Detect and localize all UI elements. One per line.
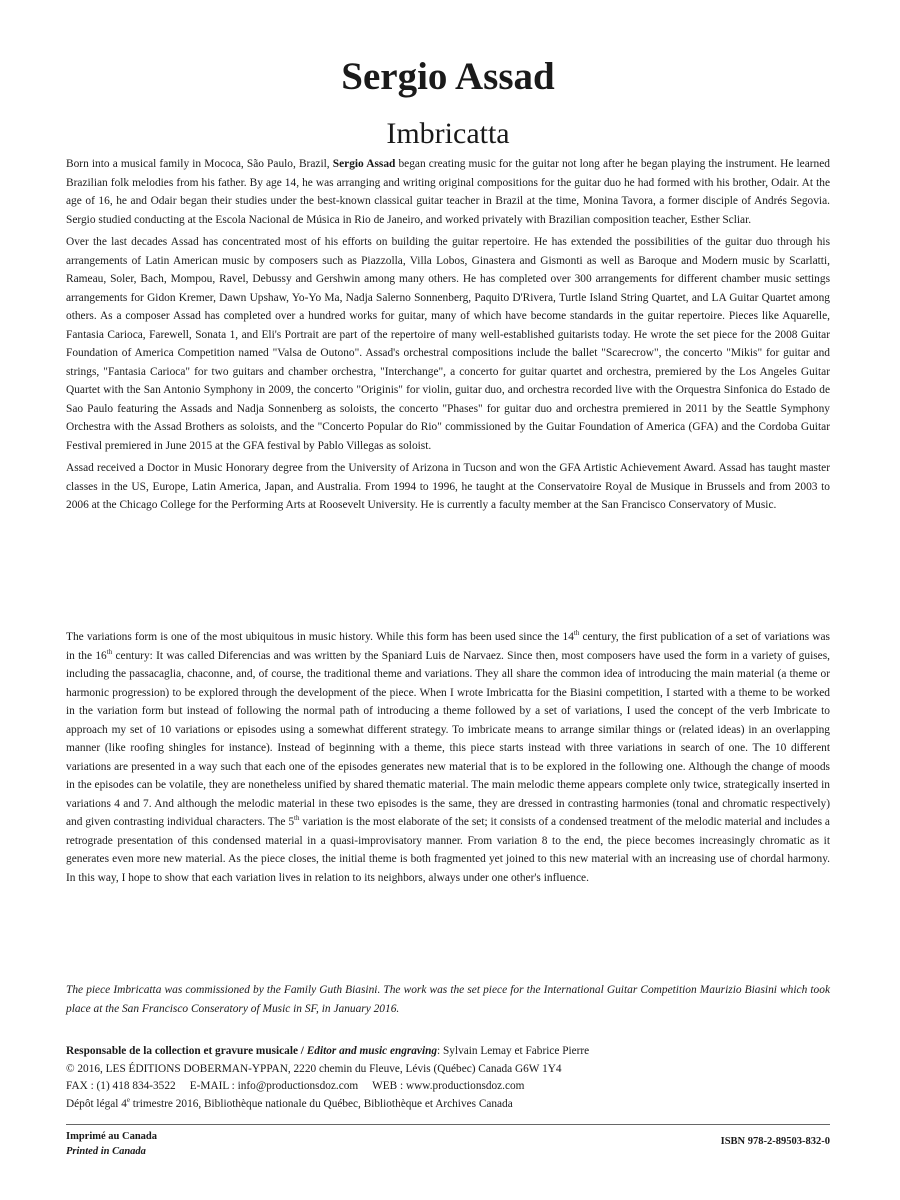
printed-in-en: Printed in Canada xyxy=(66,1146,146,1157)
notes-sup-2: th xyxy=(106,647,113,656)
printed-in xyxy=(66,1129,157,1159)
credits-editor-names: : Sylvain Lemay et Fabrice Pierre xyxy=(437,1045,590,1057)
notes-part-c: century: It was called Diferencias and was written by the Spaniard Luis de Narvaez. Since then, most composers have used the form in a variety of guises, including the passacaglia, chaconne, and, of course, the traditional theme and variations. They all share the common idea of introducing the main material (a theme or harmonic progression) to be explored through the development of the piece. When I wrote Imbricatta for the Biasini competition, I started with a theme to be worked in the variation form but instead of following the normal path of introducing a theme followed by a set of variations, I used the concept of the verb Imbricate to approach my set of 10 variations or episodes using a somewhat different strategy. To imbricate means to arrange similar things or (related ideas) in an overlapping manner (like roofing shingles for instance). Instead of beginning with a theme, this piece starts instead with three variations in search of one. The 10 different variations are presented in a way such that each one of the episodes generates new material that is to be explored in the following one. Although the change of moods in the episodes can be volatile, they are nonetheless unified by shared thematic material. The main melodic theme appears complete only twice, strategically inserted in variations 4 and 7. And although the melodic material in these two episodes is the same, they are dressed in contrasting harmonies (tonal and chromatic respectively) and given contrasting individual characters. The 5 xyxy=(66,649,830,828)
legal-deposit-a: Dépôt légal 4 xyxy=(66,1097,127,1110)
bio-paragraph-2: Over the last decades Assad has concentrated most of his efforts on building the guitar repertoire. He has extended the possibilities of the guitar duo through his arrangements of Latin American music by composers such as Piazzolla, Villa Lobos, Ginastera and Gismonti as well as Baroque and Modern music by Scarlatti, Rameau, Soler, Bach, Mompou, Ravel, Debussy and Gershwin among many others. He has completed over 300 arrangements for different chamber music settings arrangements for Gidon Kremer, Dawn Upshaw, Yo-Yo Ma, Nadja Salerno Sonnenberg, Paquito D'Rivera, Turtle Island String Quartet, and LA Guitar Quartet among others. As a composer Assad has completed over a hundred works for guitar, many of which have become standards in the guitar repertoire. Pieces like Aquarelle, Fantasia Carioca, Farewell, Sonata 1, and Eli's Portrait are part of the repertoire of many well-established guitarists today. He wrote the set piece for the 2008 Guitar Foundation of America Competition named "Valsa de Outono". Assad's orchestral compositions include the ballet "Scarecrow", the concerto "Mikis" for guitar and strings, "Fantasia Carioca" for two guitars and chamber orchestra, "Interchange", a concerto for guitar quartet and orchestra, premiered by the Los Angeles Guitar Quartet with the San Antonio Symphony in 2009, the concerto "Originis" for violin, guitar duo, and orchestra recorded live with the Orquestra Sinfonica do Estado de Sao Paulo featuring the Assads and Nadja Sonnenberg as soloists, the concerto "Phases" for guitar duo and orchestra premiered in 2011 by the Seattle Symphony Orchestra with the Assad Brothers as soloists, and the "Concerto Popular do Rio" commissioned by the Guitar Foundation of America (GFA) and the Cordoba Guitar Festival premiered in June 2015 at the GFA festival by Pablo Villegas as soloist. xyxy=(66,236,830,452)
bio-p1-intro: Born into a musical family in Mococa, São Paulo, Brazil, xyxy=(66,158,333,170)
footer-divider xyxy=(66,1124,830,1125)
legal-deposit-b: trimestre 2016, Bibliothèque nationale du Québec, Bibliothèque et Archives Canada xyxy=(129,1097,513,1110)
bio-paragraph-1 xyxy=(66,155,830,229)
printed-in-fr: Imprimé au Canada xyxy=(66,1131,158,1142)
notes-part-b: century, the first publication of a set of variations was in the 16 xyxy=(66,631,830,662)
credits-line-legal-deposit xyxy=(66,1096,830,1114)
credits-line-contact: FAX : (1) 418 834-3522 E-MAIL : info@productionsdoz.com WEB : www.productionsdoz.com xyxy=(66,1080,525,1092)
bio-p1-body: began creating music for the guitar not long after he began playing the instrument. He learned Brazilian folk melodies from his father. By age 14, he was arranging and writing original compositions for the guitar duo he had formed with his brother, Odair. At the age of 16, he and Odair began their studies under the best-known classical guitar teacher in Brazil at the time, Monina Tavora, a former disciple of Andrés Segovia. Sergio studied conducting at the Escola Nacional de Música in Rio de Janeiro, and worked privately with Brazilian composition teacher, Esther Scliar. xyxy=(66,158,830,226)
credits-editor-label: Responsable de la collection et gravure musicale / xyxy=(66,1045,307,1057)
credits-editor-label-en: Editor and music engraving xyxy=(306,1045,438,1057)
legal-deposit-sup: e xyxy=(126,1095,130,1104)
notes-part-a: The variations form is one of the most ubiquitous in music history. While this form has been used since the 14 xyxy=(66,631,574,643)
work-title: Imbricatta xyxy=(386,117,510,150)
notes-part-d: variation is the most elaborate of the set; it consists of a condensed treatment of the melodic material and includes a retrograde presentation of this condensed material in a quasi-improvisatory manner. From variation 8 to the end, the piece becomes increasingly chromatic as it generates even more new material. As the piece closes, the initial theme is both fragmented yet joined to this new material with an increasing use of chordal harmony. In this way, I hope to show that each variation lives in relation to its neighbors, always under one other's influence. xyxy=(66,816,830,884)
credits-line-editor xyxy=(66,1043,830,1061)
notes-sup-1: th xyxy=(573,629,580,638)
bio-p1-name: Sergio Assad xyxy=(332,158,396,170)
commission-text: The piece Imbricatta was commissioned by the Family Guth Biasini. The work was the set piece for the International Guitar Competition Maurizio Biasini which took place at the San Francisco Conseratory of Music in SF, in January 2016. xyxy=(66,984,830,1015)
publisher-credits xyxy=(66,1043,830,1113)
isbn: ISBN 978-2-89503-832-0 xyxy=(720,1136,830,1147)
bio-paragraph-3: Assad received a Doctor in Music Honorary degree from the University of Arizona in Tucson and won the GFA Artistic Achievement Award. Assad has taught master classes in the US, Europe, Latin America, Japan, and Australia. From 1994 to 1996, he taught at the Conservatoire Royal de Musique in Brussels and from 2003 to 2006 at the Chicago College for the Performing Arts at Roosevelt University. He is currently a faculty member at the San Francisco Conservatory of Music. xyxy=(66,462,830,511)
commission-note xyxy=(66,981,830,1022)
notes-sup-3: th xyxy=(294,814,300,823)
biography xyxy=(66,155,830,519)
program-notes xyxy=(66,628,830,891)
composer-name: Sergio Assad xyxy=(341,55,555,98)
credits-line-copyright: © 2016, LES ÉDITIONS DOBERMAN-YPPAN, 2220 chemin du Fleuve, Lévis (Québec) Canada G6W 1Y4 xyxy=(66,1062,562,1075)
notes-paragraph xyxy=(66,628,830,887)
